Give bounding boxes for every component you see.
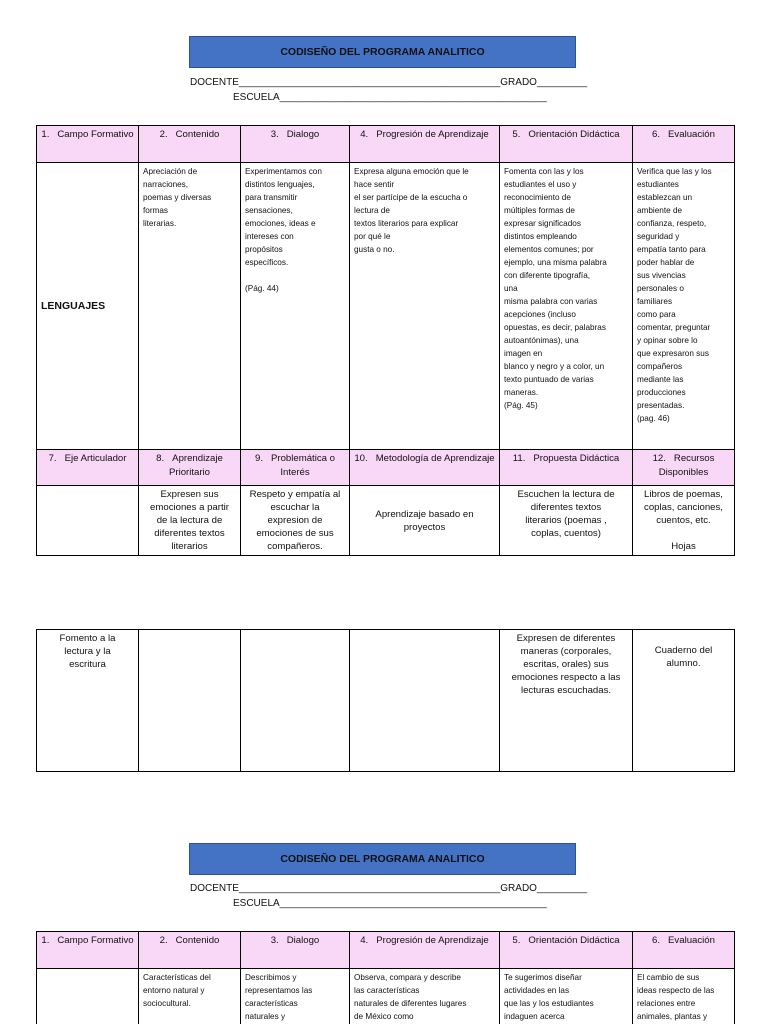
page2-escuela-line: ESCUELA________________________________________________ [233, 898, 547, 909]
header-progresion: 4. Progresión de Aprendizaje [350, 126, 500, 163]
header-aprendizaje-prioritario: 8. Aprendizaje Prioritario [139, 450, 241, 486]
dialogo-page-ref: (Pág. 44) [245, 284, 279, 293]
p2-header-evaluacion: 6. Evaluación [633, 932, 735, 969]
page1-title-banner [189, 36, 576, 68]
propuesta-cell-a: Escuchen la lectura de diferentes textos literarios (poemas , coplas, cuentos) [500, 486, 633, 556]
header-contenido: 2. Contenido [139, 126, 241, 163]
eje-articulador-cell-empty [37, 486, 139, 556]
page1-docente-line: DOCENTE_______________________________________________GRADO_________ [190, 77, 588, 88]
recursos-cell-b: Cuaderno del alumno. [633, 630, 735, 772]
header-evaluacion: 6. Evaluación [633, 126, 735, 163]
p2-header-contenido: 2. Contenido [139, 932, 241, 969]
problematica-cell-empty [241, 630, 350, 772]
page1-table-top [36, 125, 735, 556]
recursos-cell-a: Libros de poemas, coplas, canciones, cuentos, etc. Hojas [633, 486, 735, 556]
header-recursos: 12. Recursos Disponibles [633, 450, 735, 486]
aprendizaje-prioritario-cell: Expresen sus emociones a partir de la lectura de diferentes textos literarios [139, 486, 241, 556]
page2-title-banner [189, 843, 576, 875]
aprendizaje-prioritario-cell-empty [139, 630, 241, 772]
page2-title: CODISEÑO DEL PROGRAMA ANALITICO [280, 853, 485, 865]
page1-escuela-line: ESCUELA________________________________________________ [233, 92, 547, 103]
p2-orientacion-cell: Te sugerimos diseñar actividades en las que las y los estudiantes indaguen acerca [500, 969, 633, 1024]
eje-articulador-cell: Fomento a la lectura y la escritura [37, 630, 139, 772]
header-problematica: 9. Problemática o Interés [241, 450, 350, 486]
header-metodologia: 10. Metodología de Aprendizaje [350, 450, 500, 486]
header-dialogo: 3. Dialogo [241, 126, 350, 163]
header-orientacion: 5. Orientación Didáctica [500, 126, 633, 163]
evaluacion-cell: Verifica que las y los estudiantes establezcan un ambiente de confianza, respeto, seguridad y empatía tanto para poder hablar de sus vivencias personales o familiares como para comentar, preguntar y opinar sobre lo que expresaron sus compañeros mediante las producciones presentadas. (pag. 46) [633, 163, 735, 450]
contenido-cell: Apreciación de narraciones, poemas y diversas formas literarias. [139, 163, 241, 450]
progresion-cell: Expresa alguna emoción que le hace sentir el ser partícipe de la escucha o lectura de textos literarios para explicar por qué le gusta o no. [350, 163, 500, 450]
recursos-hojas: Hojas [671, 541, 696, 552]
p2-header-orientacion: 5. Orientación Didáctica [500, 932, 633, 969]
metodologia-cell: Aprendizaje basado en proyectos [350, 486, 500, 556]
page1-table-continued [36, 629, 735, 772]
p2-header-dialogo: 3. Dialogo [241, 932, 350, 969]
p2-header-progresion: 4. Progresión de Aprendizaje [350, 932, 500, 969]
header-eje-articulador: 7. Eje Articulador [37, 450, 139, 486]
header-propuesta: 11. Propuesta Didáctica [500, 450, 633, 486]
dialogo-cell: Experimentamos con distintos lenguajes, para transmitir sensaciones, emociones, ideas e intereses con propósitos específicos. (Pág. 44) [241, 163, 350, 450]
p2-dialogo-cell: Describimos y representamos las características naturales y [241, 969, 350, 1024]
p2-progresion-cell: Observa, compara y describe las características naturales de diferentes lugares de México como [350, 969, 500, 1024]
page2-docente-line: DOCENTE_______________________________________________GRADO_________ [190, 883, 588, 894]
p2-contenido-cell: Características del entorno natural y sociocultural. [139, 969, 241, 1024]
metodologia-cell-empty [350, 630, 500, 772]
p2-header-campo-formativo: 1. Campo Formativo [37, 932, 139, 969]
campo-formativo-cell: LENGUAJES [37, 163, 139, 450]
page2-table-top [36, 931, 735, 1024]
propuesta-cell-b: Expresen de diferentes maneras (corporales, escritas, orales) sus emociones respecto a las lecturas escuchadas. [500, 630, 633, 772]
header-campo-formativo: 1. Campo Formativo [37, 126, 139, 163]
p2-campo-formativo-cell [37, 969, 139, 1024]
p2-evaluacion-cell: El cambio de sus ideas respecto de las relaciones entre animales, plantas y [633, 969, 735, 1024]
orientacion-cell: Fomenta con las y los estudiantes el uso y reconocimiento de múltiples formas de expresar significados distintos empleando elementos comunes; por ejemplo, una misma palabra con diferente tipografía, una misma palabra con varias acepciones (incluso opuestas, es decir, palabras autoantónimas), una imagen en blanco y negro y a color, un texto puntuado de varias maneras. (Pág. 45) [500, 163, 633, 450]
problematica-cell: Respeto y empatía al escuchar la expresion de emociones de sus compañeros. [241, 486, 350, 556]
page1-title: CODISEÑO DEL PROGRAMA ANALITICO [280, 46, 485, 58]
